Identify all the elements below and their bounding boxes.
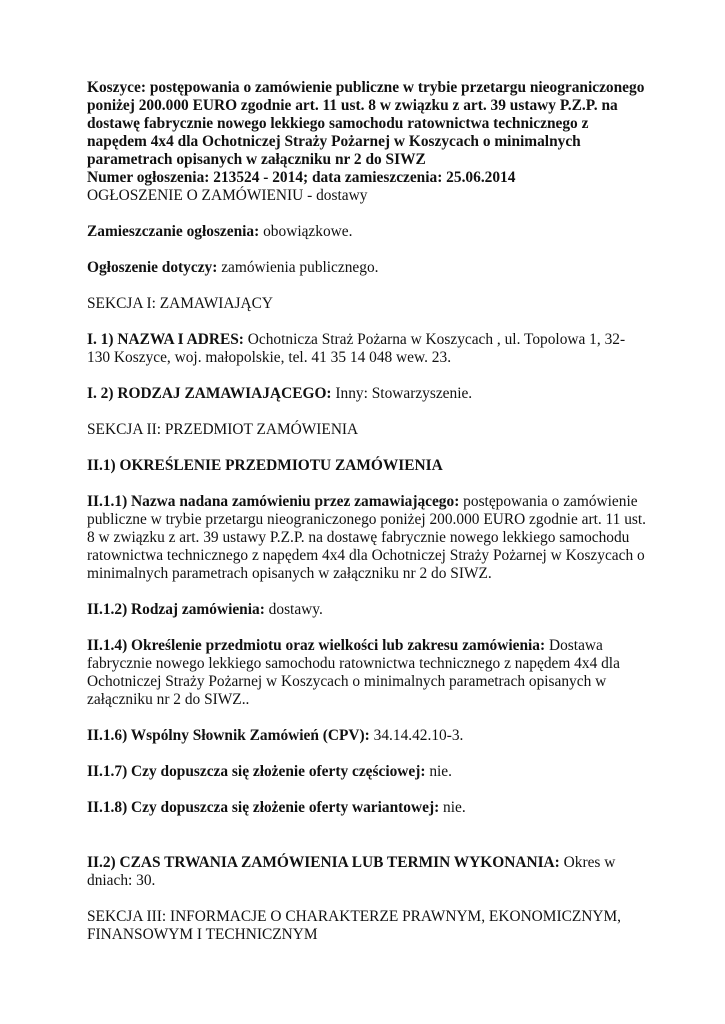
document-title: Koszyce: postępowania o zamówienie publiczne w trybie przetargu nieograniczonego poniżej 200.000 EURO zgodnie art. 11 ust. 8 w związku z art. 39 ustawy P.Z.P. na dostawę fabrycznie nowego lekkiego samochodu ratownictwa technicznego z napędem 4x4 dla Ochotniczej Straży Pożarnej w Koszycach o minimalnych parametrach opisanych w załączniku nr 2 do SIWZ	[87, 79, 645, 168]
notice-type: OGŁOSZENIE O ZAMÓWIENIU - dostawy	[87, 187, 368, 204]
contracting-name-label: I. 1) NAZWA I ADRES:	[87, 331, 244, 348]
concerns-field	[87, 259, 647, 277]
order-name-field	[87, 493, 647, 583]
variant-offer-label: II.1.8) Czy dopuszcza się złożenie oferty wariantowej:	[87, 799, 440, 816]
variant-offer-field	[87, 799, 647, 817]
contracting-type-value: Inny: Stowarzyszenie.	[331, 385, 473, 402]
partial-offer-value: nie.	[425, 763, 452, 780]
variant-offer-value: nie.	[439, 799, 466, 816]
concerns-value: zamówienia publicznego.	[217, 259, 379, 276]
order-name-label: II.1.1) Nazwa nadana zamówieniu przez zamawiającego:	[87, 493, 460, 510]
section-2-subheading-text: II.1) OKREŚLENIE PRZEDMIOTU ZAMÓWIENIA	[87, 457, 443, 474]
order-kind-label: II.1.2) Rodzaj zamówienia:	[87, 601, 265, 618]
order-kind-field	[87, 601, 647, 619]
posting-field	[87, 223, 647, 241]
order-scope-field	[87, 637, 647, 709]
section-3-heading: SEKCJA III: INFORMACJE O CHARAKTERZE PRAWNYM, EKONOMICZNYM, FINANSOWYM I TECHNICZNYM	[87, 908, 622, 943]
contracting-name-field	[87, 331, 647, 367]
contracting-type-field	[87, 385, 647, 403]
contracting-type-label: I. 2) RODZAJ ZAMAWIAJĄCEGO:	[87, 385, 332, 402]
partial-offer-label: II.1.7) Czy dopuszcza się złożenie oferty częściowej:	[87, 763, 426, 780]
section-1-heading: SEKCJA I: ZAMAWIAJĄCY	[87, 295, 274, 312]
notice-number-line: Numer ogłoszenia: 213524 - 2014; data zamieszczenia: 25.06.2014	[87, 169, 516, 186]
posting-label: Zamieszczanie ogłoszenia:	[87, 223, 260, 240]
order-scope-label: II.1.4) Określenie przedmiotu oraz wielkości lub zakresu zamówienia:	[87, 637, 546, 654]
partial-offer-field	[87, 763, 647, 781]
duration-label: II.2) CZAS TRWANIA ZAMÓWIENIA LUB TERMIN WYKONANIA:	[87, 854, 560, 871]
duration-field	[87, 854, 647, 890]
duration-value: Okres w dniach: 30.	[87, 854, 616, 889]
posting-value: obowiązkowe.	[259, 223, 353, 240]
document-page	[87, 79, 647, 944]
cpv-label: II.1.6) Wspólny Słownik Zamówień (CPV):	[87, 727, 370, 744]
section-2-subheading	[87, 457, 647, 475]
order-kind-value: dostawy.	[264, 601, 323, 618]
order-name-value: postępowania o zamówienie publiczne w trybie przetargu nieograniczonego poniżej 200.000 EURO zgodnie art. 11 ust. 8 w związku z art. 39 ustawy P.Z.P. na dostawę fabrycznie nowego lekkiego samochodu ratownictwa technicznego z napędem 4x4 dla Ochotniczej Straży Pożarnej w Koszycach o minimalnych parametrach opisanych w załączniku nr 2 do SIWZ.	[87, 493, 647, 582]
cpv-field	[87, 727, 647, 745]
order-scope-value: Dostawa fabrycznie nowego lekkiego samochodu ratownictwa technicznego z napędem 4x4 dla Ochotniczej Straży Pożarnej w Koszycach o minimalnych parametrach opisanych w załączniku nr 2 do SIWZ..	[87, 637, 620, 708]
contracting-name-value: Ochotnicza Straż Pożarna w Koszycach , ul. Topolowa 1, 32-130 Koszyce, woj. małopolskie, tel. 41 35 14 048 wew. 23.	[87, 331, 626, 366]
section-2-heading: SEKCJA II: PRZEDMIOT ZAMÓWIENIA	[87, 421, 359, 438]
concerns-label: Ogłoszenie dotyczy:	[87, 259, 218, 276]
cpv-value: 34.14.42.10-3.	[369, 727, 464, 744]
